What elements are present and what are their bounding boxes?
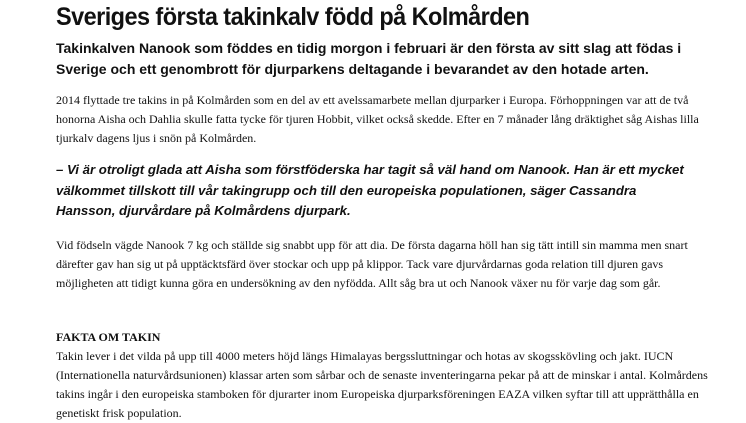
headline: Sveriges första takinkalv född på Kolmården — [56, 3, 530, 31]
lead-paragraph: Takinkalven Nanook som föddes en tidig morgon i februari är den första av sitt slag att födas i Sverige och ett genombrott för djurparkens deltagande i bevarandet av den hotade arten. — [56, 40, 682, 77]
body-paragraph-2: Vid födseln vägde Nanook 7 kg och ställde sig snabbt upp för att dia. De första dagarna höll han sig tätt intill sin mamma men snart därefter gav han sig ut på upptäcktsfärd över stockar och upp på klippor. Tack vare djurvårdarnas goda relation till djuren gavs möjligheten att tidigt kunna göra en undersökning av den nyfödda. Allt såg bra ut och Nanook växer nu för varje dag som går. — [56, 238, 688, 290]
fakta-heading: FAKTA OM TAKIN — [56, 330, 161, 344]
fakta-paragraph: Takin lever i det vilda på upp till 4000 meters höjd längs Himalayas bergssluttningar och hotas av skogsskövling och jakt. IUCN (Internationella naturvårdsunionen) klassar arten som sårbar och de senaste inventeringarna pekar på att de minskar i antal. Kolmårdens takins ingår i den europeiska stamboken för djurarter inom Europeiska djurparksföreningen EAZA vilken syftar till att upprätthålla en genetiskt frisk population. — [56, 349, 708, 420]
body-paragraph-1: 2014 flyttade tre takins in på Kolmården som en del av ett avelssamarbete mellan djurparker i Europa. Förhoppningen var att de två honorna Aisha och Dahlia skulle fatta tycke för tjuren Hobbit, vilket också skedde. Efter en 7 månader lång dräktighet såg Aishas lilla tjurkalv dagens ljus i snön på Kolmården. — [56, 93, 699, 145]
quote-paragraph: – Vi är otroligt glada att Aisha som förstföderska har tagit så väl hand om Nanook. Han är ett mycket välkommet tillskott till vår takingrupp och till den europeiska populationen, säger Cassandra Hansson, djurvårdare på Kolmårdens djurpark. — [56, 162, 684, 218]
